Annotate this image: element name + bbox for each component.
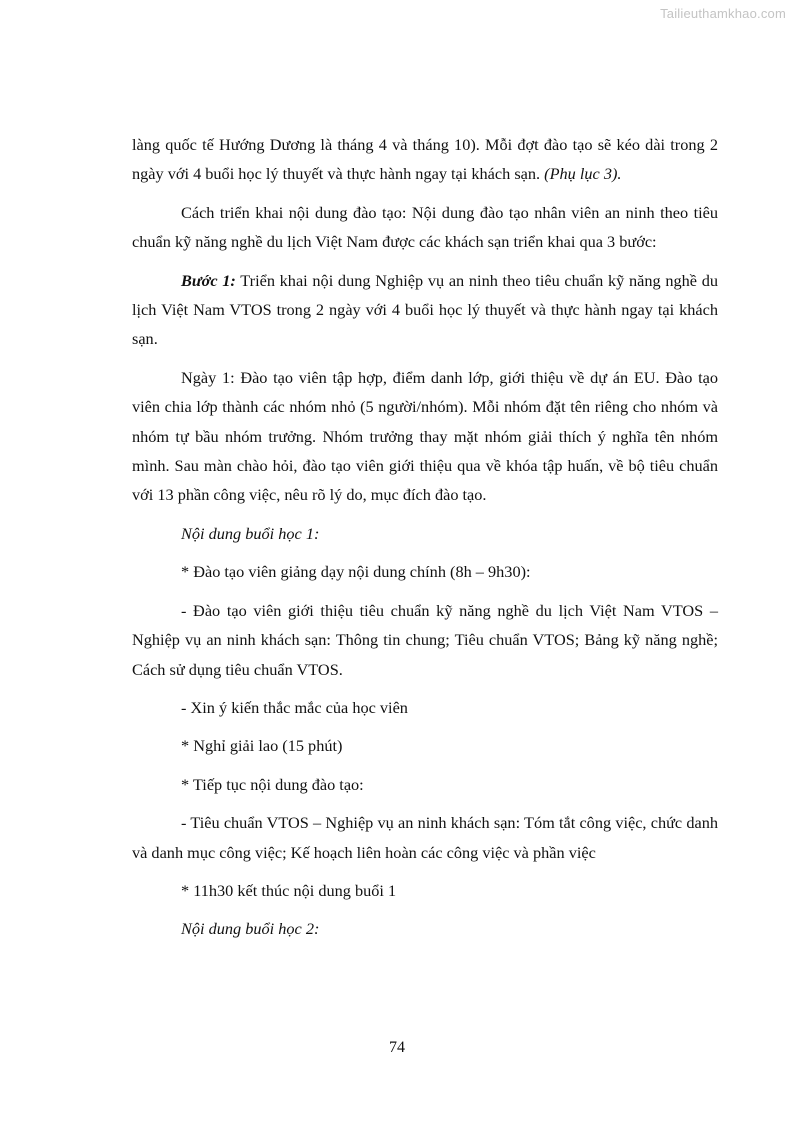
document-body bbox=[132, 130, 718, 953]
list-item: * 11h30 kết thúc nội dung buổi 1 bbox=[181, 880, 397, 900]
session-1-heading: Nội dung buổi học 1: bbox=[181, 523, 320, 543]
appendix-reference: (Phụ lục 3). bbox=[544, 164, 622, 184]
list-item: * Đào tạo viên giảng dạy nội dung chính (8h – 9h30): bbox=[181, 562, 531, 582]
paragraph-text: làng quốc tế Hướng Dương là tháng 4 và tháng 10). Mỗi đợt đào tạo sẽ kéo dài trong 2 ngày với 4 buổi học lý thuyết và thực hành ngay tại khách sạn. bbox=[132, 135, 718, 184]
list-item: - Xin ý kiến thắc mắc của học viên bbox=[181, 697, 408, 717]
watermark-text: Tailieuthamkhao.com bbox=[660, 6, 786, 21]
page-number: 74 bbox=[389, 1039, 405, 1056]
paragraph-day-1: Ngày 1: Đào tạo viên tập hợp, điểm danh lớp, giới thiệu về dự án EU. Đào tạo viên chia lớp thành các nhóm nhỏ (5 người/nhóm). Mỗi nhóm đặt tên riêng cho nhóm và nhóm tự bầu nhóm trưởng. Nhóm trưởng thay mặt nhóm giải thích ý nghĩa tên nhóm mình. Sau màn chào hỏi, đào tạo viên giới thiệu qua về khóa tập huấn, về bộ tiêu chuẩn với 13 phần công việc, nêu rõ lý do, mục đích đào tạo. bbox=[132, 367, 718, 505]
paragraph-training-method: Cách triển khai nội dung đào tạo: Nội dung đào tạo nhân viên an ninh theo tiêu chuẩn kỹ năng nghề du lịch Việt Nam được các khách sạn triển khai qua 3 bước: bbox=[132, 202, 718, 252]
step-text: Triển khai nội dung Nghiệp vụ an ninh theo tiêu chuẩn kỹ năng nghề du lịch Việt Nam VTOS trong 2 ngày với 4 buổi học lý thuyết và thực hành ngay tại khách sạn. bbox=[132, 270, 718, 349]
list-item: - Đào tạo viên giới thiệu tiêu chuẩn kỹ năng nghề du lịch Việt Nam VTOS – Nghiệp vụ an ninh khách sạn: Thông tin chung; Tiêu chuẩn VTOS; Bảng kỹ năng nghề; Cách sử dụng tiêu chuẩn VTOS. bbox=[132, 600, 718, 679]
paragraph-continuation bbox=[132, 130, 718, 189]
step-label: Bước 1: bbox=[181, 270, 236, 290]
session-2-heading: Nội dung buổi học 2: bbox=[181, 919, 320, 939]
paragraph-step-1 bbox=[132, 266, 718, 354]
list-item: * Nghỉ giải lao (15 phút) bbox=[181, 736, 343, 756]
list-item: - Tiêu chuẩn VTOS – Nghiệp vụ an ninh khách sạn: Tóm tắt công việc, chức danh và danh mục công việc; Kế hoạch liên hoàn các công việc và phần việc bbox=[132, 813, 718, 862]
list-item: * Tiếp tục nội dung đào tạo: bbox=[181, 774, 364, 794]
